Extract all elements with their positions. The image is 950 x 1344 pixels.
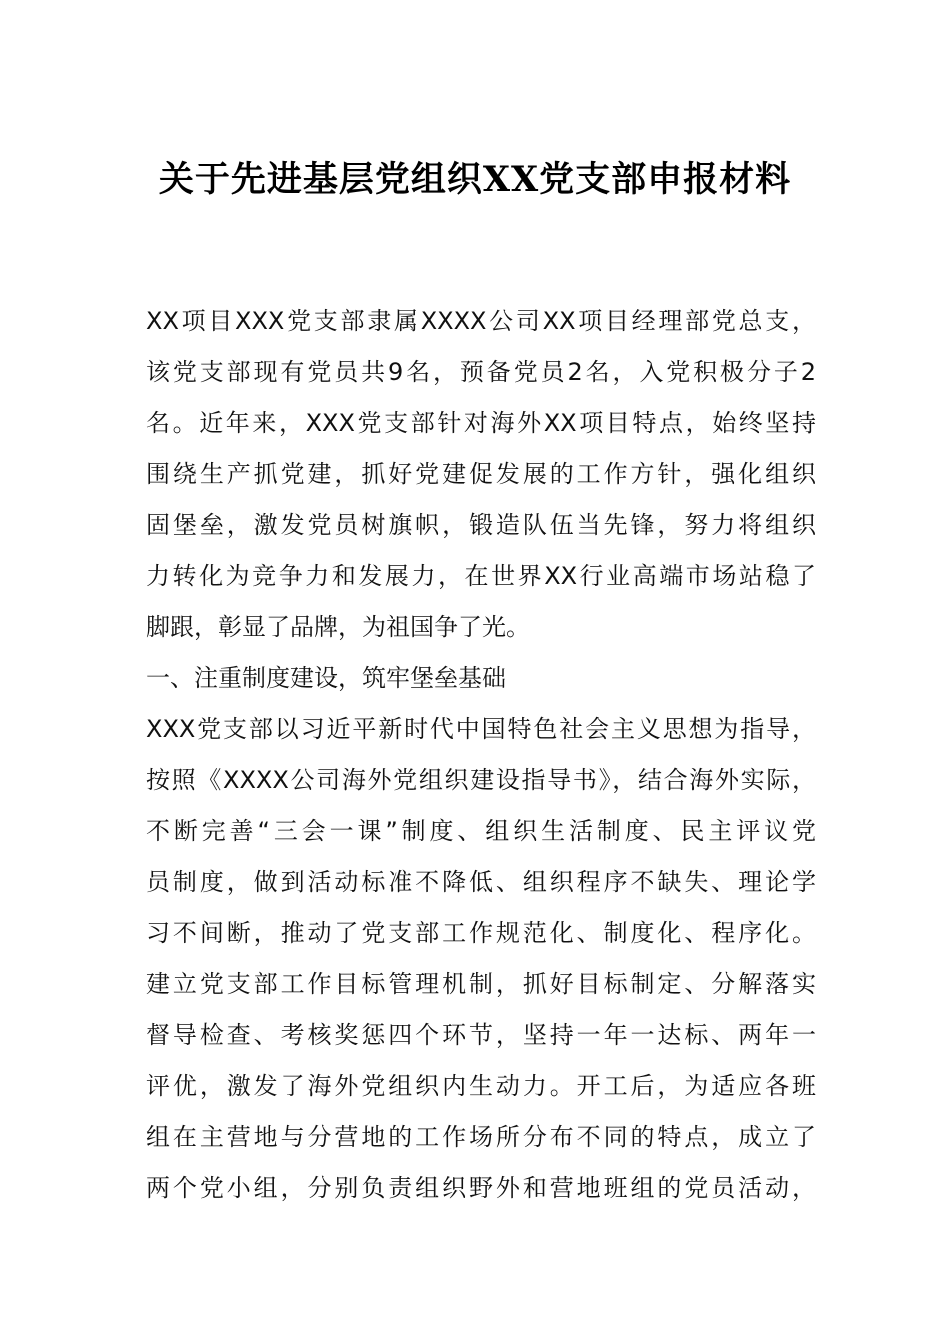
paragraph-line: 该党支部现有党员共9名，预备党员2名，入党积极分子2: [146, 358, 816, 386]
paragraph-line: 评优，激发了海外党组织内生动力。开工后，为适应各班: [146, 1072, 816, 1100]
paragraph-line: 员制度，做到活动标准不降低、组织程序不缺失、理论学: [146, 868, 816, 896]
paragraph-line: 督导检查、考核奖惩四个环节，坚持一年一达标、两年一: [146, 1021, 816, 1049]
paragraph-line: 不断完善“三会一课”制度、组织生活制度、民主评议党: [146, 817, 816, 845]
document-body: [146, 296, 816, 1214]
paragraph-line: 习不间断，推动了党支部工作规范化、制度化、程序化。: [146, 919, 816, 947]
paragraph-line: 围绕生产抓党建，抓好党建促发展的工作方针，强化组织: [146, 460, 816, 488]
paragraph-line: 力转化为竞争力和发展力，在世界XX行业高端市场站稳了: [146, 562, 816, 590]
section-heading: 一、注重制度建设，筑牢堡垒基础: [146, 664, 506, 692]
paragraph-line: 两个党小组，分别负责组织野外和营地班组的党员活动，: [146, 1174, 816, 1202]
document-title: 关于先进基层党组织XX党支部申报材料: [158, 159, 792, 200]
paragraph-line: 名。近年来，XXX党支部针对海外XX项目特点，始终坚持: [146, 409, 816, 437]
paragraph-line: 组在主营地与分营地的工作场所分布不同的特点，成立了: [146, 1123, 816, 1151]
paragraph-line: 按照《XXXX公司海外党组织建设指导书》，结合海外实际，: [146, 766, 816, 794]
paragraph-line: 脚跟，彰显了品牌，为祖国争了光。: [146, 613, 530, 641]
paragraph-line: XX项目XXX党支部隶属XXXX公司XX项目经理部党总支，: [146, 307, 816, 335]
paragraph-line: 固堡垒，激发党员树旗帜，锻造队伍当先锋，努力将组织: [146, 511, 816, 539]
paragraph-line: 建立党支部工作目标管理机制，抓好目标制定、分解落实: [146, 970, 816, 998]
paragraph-line: XXX党支部以习近平新时代中国特色社会主义思想为指导，: [146, 715, 816, 743]
